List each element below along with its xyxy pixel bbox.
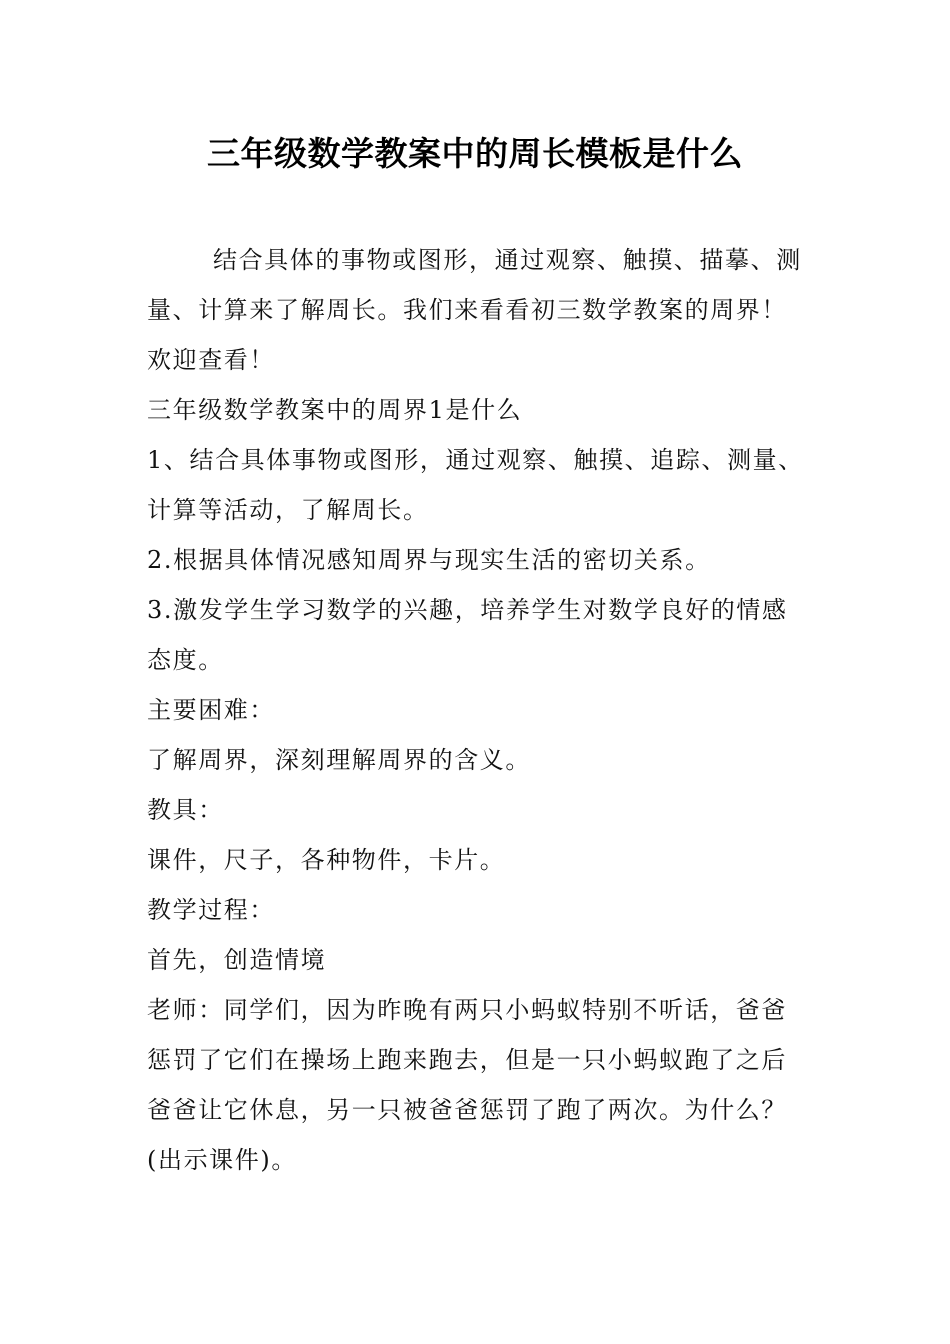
intro-paragraph: 结合具体的事物或图形，通过观察、触摸、描摹、测量、计算来了解周长。我们来看看初三数学教案的周界！欢迎查看！	[147, 246, 802, 374]
difficulty-text: 了解周界，深刻理解周界的含义。	[147, 746, 531, 774]
page-title: 三年级数学教案中的周长模板是什么	[207, 134, 743, 173]
teaching-aids-text: 课件，尺子，各种物件，卡片。	[147, 846, 506, 874]
objective-item-1: 1、结合具体事物或图形，通过观察、触摸、追踪、测量、计算等活动，了解周长。	[147, 446, 804, 524]
teacher-dialogue: 老师：同学们，因为昨晚有两只小蚂蚁特别不听话，爸爸惩罚了它们在操场上跑来跑去，但是一只小蚂蚁跑了之后爸爸让它休息，另一只被爸爸惩罚了跑了两次。为什么？(出示课件)。	[147, 996, 787, 1174]
document-body	[147, 235, 807, 1185]
section-heading: 三年级数学教案中的周界1是什么	[147, 396, 523, 424]
objective-item-3: 3.激发学生学习数学的兴趣，培养学生对数学良好的情感态度。	[147, 596, 788, 674]
teaching-aids-label: 教具：	[147, 796, 224, 824]
difficulty-label: 主要困难：	[147, 696, 275, 724]
objective-item-2: 2.根据具体情况感知周界与现实生活的密切关系。	[147, 546, 711, 574]
step-one-heading: 首先，创造情境	[147, 946, 327, 974]
teaching-process-label: 教学过程：	[147, 896, 275, 924]
